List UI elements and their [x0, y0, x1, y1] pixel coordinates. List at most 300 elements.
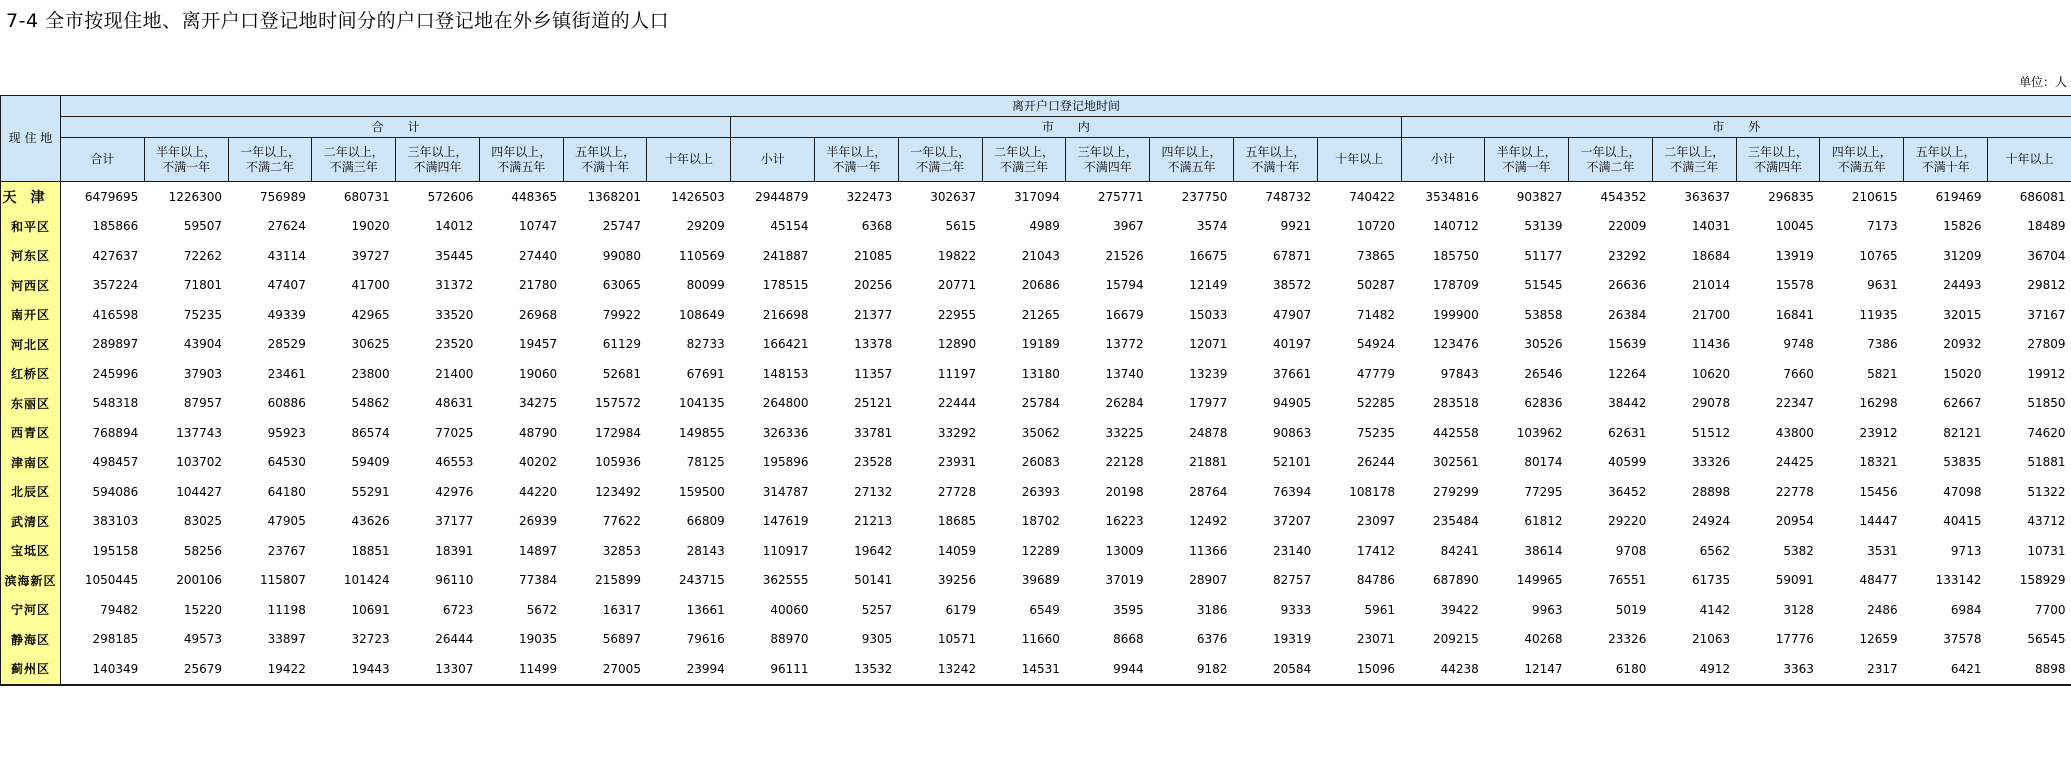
row-residence-name: 南开区	[1, 300, 61, 330]
table-cell: 18391	[435, 543, 474, 558]
column-header-line: 三年以上，	[1748, 144, 1809, 159]
column-header-line: 不满十年	[1921, 159, 1970, 174]
table-cell: 19912	[2027, 366, 2066, 381]
table-cell: 23800	[351, 366, 390, 381]
row-residence-name: 蓟州区	[1, 654, 61, 685]
table-cell: 23071	[1356, 632, 1395, 647]
table-cell: 26393	[1021, 484, 1060, 499]
table-cell: 6549	[1029, 602, 1060, 617]
table-cell: 11366	[1189, 543, 1228, 558]
table-cell: 14012	[435, 219, 474, 234]
column-header-line: 不满三年	[1670, 159, 1719, 174]
table-cell: 5382	[1783, 543, 1814, 558]
table-cell: 7700	[2034, 602, 2066, 617]
table-cell: 52101	[1273, 455, 1312, 470]
table-cell: 235484	[1432, 514, 1479, 529]
table-cell: 52681	[602, 366, 641, 381]
table-cell: 105936	[595, 455, 641, 470]
table-cell: 11357	[854, 366, 893, 381]
table-cell: 26968	[519, 307, 558, 322]
table-cell: 5961	[1364, 602, 1395, 617]
table-row	[1, 300, 2071, 330]
table-cell: 21526	[1105, 248, 1144, 263]
column-header	[61, 138, 145, 182]
table-row	[1, 625, 2071, 655]
column-header-line: 不满三年	[999, 159, 1048, 174]
table-cell: 52285	[1356, 396, 1395, 411]
table-cell: 115807	[260, 573, 306, 588]
table-cell: 28907	[1189, 573, 1228, 588]
table-cell: 22009	[1608, 219, 1647, 234]
table-cell: 148153	[762, 366, 809, 381]
table-cell: 17776	[1775, 632, 1814, 647]
table-cell: 11660	[1021, 632, 1060, 647]
table-cell: 21881	[1189, 455, 1228, 470]
column-header-line: 不满一年	[162, 159, 211, 174]
table-cell: 83025	[183, 514, 223, 529]
row-residence-name: 西青区	[1, 418, 61, 448]
table-cell: 19642	[854, 543, 893, 558]
row-residence-name: 北辰区	[1, 477, 61, 507]
table-cell: 2317	[1820, 654, 1904, 685]
table-cell: 26546	[1524, 366, 1563, 381]
table-cell: 363637	[1684, 189, 1731, 204]
column-header-line: 不满五年	[1167, 159, 1216, 174]
table-cell: 78125	[686, 455, 725, 470]
table-cell: 10765	[1859, 248, 1898, 263]
table-cell: 23767	[267, 543, 306, 558]
table-cell: 44220	[519, 484, 558, 499]
table-cell: 29812	[2027, 278, 2066, 293]
table-cell: 34275	[519, 396, 558, 411]
table-cell: 59091	[1775, 573, 1814, 588]
table-cell: 16223	[1105, 514, 1144, 529]
table-cell: 5615	[945, 219, 977, 234]
table-cell: 756989	[260, 189, 306, 204]
table-cell: 3186	[1196, 602, 1228, 617]
table-cell: 21265	[1021, 307, 1060, 322]
column-header	[1150, 138, 1234, 182]
table-cell: 37167	[2027, 307, 2066, 322]
table-cell: 3534816	[1425, 189, 1479, 204]
table-cell: 18685	[937, 514, 977, 529]
column-header-line: 五年以上，	[1915, 144, 1976, 159]
unit-label: 单位：人	[2018, 75, 2067, 89]
table-cell: 26083	[1021, 455, 1060, 470]
table-cell: 12264	[1608, 366, 1647, 381]
table-cell: 15220	[183, 602, 223, 617]
table-cell: 10747	[519, 219, 558, 234]
table-cell: 47098	[1943, 484, 1982, 499]
table-cell: 96110	[435, 573, 474, 588]
table-cell: 26384	[1608, 307, 1647, 322]
table-cell: 21063	[1691, 632, 1731, 647]
table-cell: 84241	[1440, 543, 1479, 558]
table-cell: 903827	[1516, 189, 1563, 204]
column-header-line: 十年以上	[1335, 152, 1384, 166]
column-header-line: 四年以上，	[491, 144, 552, 159]
table-cell: 11935	[1859, 307, 1898, 322]
population-table	[0, 95, 2071, 686]
table-cell: 43626	[351, 514, 390, 529]
table-cell: 103702	[176, 455, 223, 470]
row-residence-name: 红桥区	[1, 359, 61, 389]
table-cell: 7386	[1867, 337, 1898, 352]
table-cell: 1226300	[168, 189, 223, 204]
table-cell: 23520	[435, 337, 474, 352]
table-cell: 20584	[1233, 654, 1317, 685]
table-cell: 24493	[1943, 278, 1982, 293]
table-cell: 6984	[1950, 602, 1982, 617]
table-cell: 80174	[1524, 455, 1563, 470]
column-header-line: 二年以上，	[993, 144, 1054, 159]
table-cell: 29220	[1608, 514, 1647, 529]
table-cell: 42965	[351, 307, 390, 322]
table-cell: 40060	[770, 602, 809, 617]
column-header	[1233, 138, 1317, 182]
table-cell: 33781	[854, 425, 893, 440]
table-cell: 185750	[1432, 248, 1479, 263]
table-cell: 7173	[1867, 219, 1898, 234]
table-cell: 9305	[861, 632, 893, 647]
row-residence-name: 天津	[1, 182, 61, 212]
table-row	[1, 330, 2071, 360]
table-cell: 30526	[1524, 337, 1563, 352]
table-cell: 82757	[1273, 573, 1312, 588]
row-residence-name: 武清区	[1, 507, 61, 537]
table-cell: 47907	[1273, 307, 1312, 322]
row-residence-name: 和平区	[1, 212, 61, 242]
table-cell: 2944879	[755, 189, 809, 204]
table-cell: 6179	[945, 602, 977, 617]
table-cell: 275771	[1097, 189, 1144, 204]
table-cell: 37177	[435, 514, 474, 529]
table-cell: 43800	[1775, 425, 1814, 440]
table-cell: 3128	[1783, 602, 1814, 617]
column-header	[1066, 138, 1150, 182]
table-cell: 29078	[1691, 396, 1731, 411]
table-cell: 25784	[1021, 396, 1060, 411]
table-cell: 215899	[595, 573, 641, 588]
table-row	[1, 212, 2071, 242]
table-cell: 12659	[1859, 632, 1898, 647]
table-cell: 47905	[267, 514, 306, 529]
table-cell: 12492	[1189, 514, 1228, 529]
table-cell: 56545	[2027, 632, 2066, 647]
table-cell: 90863	[1273, 425, 1312, 440]
table-cell: 40202	[519, 455, 558, 470]
table-cell: 76551	[1608, 573, 1647, 588]
table-cell: 39256	[937, 573, 977, 588]
table-cell: 28898	[1691, 484, 1731, 499]
column-header-line: 不满四年	[1083, 159, 1132, 174]
row-residence-name: 滨海新区	[1, 566, 61, 596]
table-cell: 298185	[92, 632, 139, 647]
table-cell: 10620	[1691, 366, 1731, 381]
table-cell: 79922	[602, 307, 641, 322]
table-cell: 680731	[343, 189, 390, 204]
table-cell: 26444	[435, 632, 474, 647]
table-cell: 133142	[1935, 573, 1982, 588]
table-cell: 6479695	[84, 189, 139, 204]
table-cell: 454352	[1600, 189, 1647, 204]
column-header-line: 五年以上，	[575, 144, 636, 159]
table-cell: 20771	[937, 278, 977, 293]
table-cell: 73865	[1356, 248, 1395, 263]
table-cell: 37207	[1273, 514, 1312, 529]
table-cell: 31209	[1943, 248, 1982, 263]
table-cell: 13242	[898, 654, 982, 685]
table-cell: 572606	[427, 189, 474, 204]
column-header-line: 一年以上，	[1580, 144, 1641, 159]
table-cell: 104135	[678, 396, 725, 411]
table-cell: 33520	[435, 307, 474, 322]
table-cell: 40599	[1608, 455, 1647, 470]
table-cell: 61812	[1524, 514, 1563, 529]
table-cell: 33292	[937, 425, 977, 440]
table-cell: 50287	[1356, 278, 1395, 293]
table-cell: 9963	[1532, 602, 1563, 617]
table-cell: 108649	[678, 307, 725, 322]
table-cell: 548318	[92, 396, 139, 411]
table-cell: 108178	[1349, 484, 1395, 499]
table-cell: 101424	[343, 573, 390, 588]
table-cell: 23461	[267, 366, 306, 381]
table-cell: 10045	[1775, 219, 1814, 234]
table-cell: 5019	[1615, 602, 1647, 617]
table-cell: 3595	[1113, 602, 1144, 617]
table-cell: 31372	[435, 278, 474, 293]
table-cell: 53139	[1524, 219, 1563, 234]
table-cell: 25679	[144, 654, 228, 685]
table-cell: 26636	[1608, 278, 1647, 293]
table-cell: 14897	[519, 543, 558, 558]
table-cell: 357224	[92, 278, 139, 293]
table-cell: 15456	[1859, 484, 1898, 499]
table-cell: 13772	[1105, 337, 1144, 352]
table-cell: 279299	[1432, 484, 1479, 499]
table-cell: 51512	[1691, 425, 1731, 440]
table-row	[1, 182, 2071, 212]
table-cell: 9713	[1950, 543, 1982, 558]
table-cell: 1368201	[587, 189, 641, 204]
header-group-in-city: 市 内	[731, 117, 1401, 138]
table-cell: 56897	[602, 632, 641, 647]
table-cell: 14531	[982, 654, 1066, 685]
column-header	[1820, 138, 1904, 182]
table-cell: 11436	[1691, 337, 1731, 352]
table-cell: 20932	[1943, 337, 1982, 352]
table-cell: 63065	[602, 278, 641, 293]
table-cell: 36452	[1608, 484, 1647, 499]
column-header	[815, 138, 899, 182]
table-cell: 6723	[442, 602, 474, 617]
table-cell: 87957	[183, 396, 223, 411]
column-header	[1736, 138, 1820, 182]
table-cell: 15020	[1943, 366, 1982, 381]
table-cell: 442558	[1432, 425, 1479, 440]
table-cell: 40197	[1273, 337, 1312, 352]
table-cell: 14031	[1691, 219, 1731, 234]
column-header-line: 不满一年	[832, 159, 881, 174]
table-cell: 77025	[435, 425, 474, 440]
header-time-since-leaving: 离开户口登记地时间	[61, 96, 2071, 117]
table-cell: 33326	[1691, 455, 1731, 470]
column-header	[312, 138, 396, 182]
column-header	[731, 138, 815, 182]
table-cell: 20954	[1775, 514, 1814, 529]
column-header-line: 不满五年	[497, 159, 546, 174]
table-cell: 199900	[1432, 307, 1479, 322]
table-cell: 27728	[937, 484, 977, 499]
table-cell: 14447	[1859, 514, 1898, 529]
table-cell: 44238	[1401, 654, 1485, 685]
table-cell: 77384	[519, 573, 558, 588]
table-cell: 62631	[1608, 425, 1647, 440]
table-cell: 140712	[1432, 219, 1479, 234]
table-cell: 37661	[1273, 366, 1312, 381]
column-header-line: 不满四年	[1754, 159, 1803, 174]
table-cell: 28529	[267, 337, 306, 352]
table-cell: 38442	[1608, 396, 1647, 411]
row-residence-name: 宁河区	[1, 595, 61, 625]
table-cell: 67691	[686, 366, 725, 381]
table-cell: 362555	[762, 573, 809, 588]
table-cell: 302561	[1432, 455, 1479, 470]
row-residence-name: 河北区	[1, 330, 61, 360]
column-header-line: 不满二年	[1586, 159, 1635, 174]
table-cell: 686081	[2019, 189, 2066, 204]
table-cell: 23912	[1859, 425, 1898, 440]
table-cell: 209215	[1432, 632, 1479, 647]
table-cell: 40268	[1524, 632, 1563, 647]
table-cell: 9748	[1783, 337, 1814, 352]
column-header-line: 二年以上，	[323, 144, 384, 159]
table-row	[1, 359, 2071, 389]
table-cell: 21085	[854, 248, 893, 263]
table-cell: 59409	[351, 455, 390, 470]
table-cell: 23292	[1608, 248, 1647, 263]
table-cell: 2486	[1867, 602, 1898, 617]
table-cell: 36704	[2027, 248, 2066, 263]
table-cell: 23994	[647, 654, 731, 685]
column-header-line: 十年以上	[664, 152, 713, 166]
table-cell: 195896	[762, 455, 809, 470]
table-cell: 15826	[1943, 219, 1982, 234]
table-cell: 13239	[1189, 366, 1228, 381]
column-header-line: 不满十年	[581, 159, 630, 174]
column-header-line: 一年以上，	[910, 144, 971, 159]
column-header	[479, 138, 563, 182]
column-header	[1485, 138, 1569, 182]
table-cell: 37019	[1105, 573, 1144, 588]
table-cell: 43904	[183, 337, 223, 352]
table-cell: 71801	[183, 278, 223, 293]
table-cell: 33225	[1105, 425, 1144, 440]
table-cell: 11198	[267, 602, 306, 617]
header-group-out-city: 市 外	[1401, 117, 2071, 138]
table-cell: 42976	[435, 484, 474, 499]
table-cell: 4989	[1029, 219, 1060, 234]
table-cell: 15096	[1317, 654, 1401, 685]
table-cell: 178515	[762, 278, 809, 293]
table-cell: 27624	[267, 219, 306, 234]
table-cell: 3531	[1867, 543, 1898, 558]
table-cell: 20198	[1105, 484, 1144, 499]
table-row	[1, 477, 2071, 507]
table-cell: 64180	[267, 484, 306, 499]
table-cell: 19319	[1273, 632, 1312, 647]
table-cell: 13532	[815, 654, 899, 685]
table-cell: 53835	[1943, 455, 1982, 470]
table-cell: 38614	[1524, 543, 1563, 558]
row-residence-name: 河东区	[1, 241, 61, 271]
table-cell: 23528	[854, 455, 893, 470]
table-cell: 10691	[351, 602, 390, 617]
table-cell: 8898	[1987, 654, 2071, 685]
table-cell: 32723	[351, 632, 390, 647]
table-cell: 60886	[267, 396, 306, 411]
column-header	[144, 138, 228, 182]
table-cell: 18489	[2027, 219, 2066, 234]
table-cell: 15578	[1775, 278, 1814, 293]
table-cell: 9333	[1280, 602, 1312, 617]
column-header-line: 一年以上，	[239, 144, 300, 159]
table-cell: 35062	[1021, 425, 1060, 440]
table-cell: 13740	[1105, 366, 1144, 381]
column-header	[982, 138, 1066, 182]
table-cell: 75235	[1356, 425, 1395, 440]
table-cell: 243715	[678, 573, 725, 588]
column-header	[1569, 138, 1653, 182]
table-cell: 72262	[183, 248, 223, 263]
table-cell: 6562	[1699, 543, 1731, 558]
table-cell: 245996	[92, 366, 139, 381]
table-cell: 15794	[1105, 278, 1144, 293]
table-cell: 21043	[1021, 248, 1060, 263]
table-cell: 51545	[1524, 278, 1563, 293]
table-cell: 77295	[1524, 484, 1563, 499]
table-cell: 9182	[1150, 654, 1234, 685]
column-header-line: 不满二年	[916, 159, 965, 174]
table-cell: 23931	[937, 455, 977, 470]
table-row	[1, 241, 2071, 271]
table-cell: 51850	[2027, 396, 2066, 411]
table-cell: 14059	[937, 543, 977, 558]
table-cell: 18851	[351, 543, 390, 558]
table-cell: 99080	[602, 248, 641, 263]
table-cell: 74620	[2027, 425, 2066, 440]
table-cell: 1050445	[84, 573, 139, 588]
table-cell: 13378	[854, 337, 893, 352]
column-header-line: 四年以上，	[1161, 144, 1222, 159]
table-cell: 61735	[1691, 573, 1731, 588]
table-cell: 1426503	[671, 189, 725, 204]
column-header-line: 三年以上，	[1077, 144, 1138, 159]
table-cell: 15033	[1189, 307, 1228, 322]
table-cell: 166421	[762, 337, 809, 352]
column-header	[228, 138, 312, 182]
table-cell: 16841	[1775, 307, 1814, 322]
column-header	[898, 138, 982, 182]
table-cell: 61129	[602, 337, 641, 352]
table-cell: 47779	[1356, 366, 1395, 381]
table-cell: 39689	[1021, 573, 1060, 588]
table-cell: 11197	[937, 366, 977, 381]
table-cell: 158929	[2019, 573, 2066, 588]
table-cell: 25747	[602, 219, 641, 234]
table-cell: 9708	[1615, 543, 1647, 558]
